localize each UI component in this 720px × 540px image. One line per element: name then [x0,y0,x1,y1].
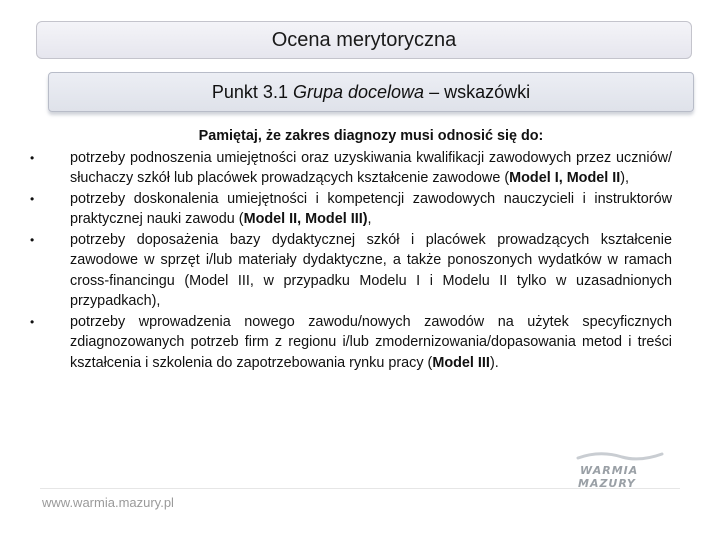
content-body [30,126,672,373]
bullet-icon: • [30,191,35,206]
item-bold: Model I, Model II [509,170,621,186]
bullet-icon: • [30,314,35,329]
logo-swoosh-icon [578,454,662,459]
slide-title [36,21,692,59]
logo-line1: WARMIA [580,464,639,477]
item-tail: , [367,211,372,227]
list-item [30,148,672,189]
subtitle-prefix: Punkt 3.1 [211,81,293,102]
bullet-icon: • [30,150,35,165]
item-text: potrzeby doskonalenia umiejętności i kompetencji zawodowych nauczycieli i instruktorów praktycznej nauki zawodu ( [70,190,672,227]
warmia-mazury-logo-icon [570,448,670,494]
item-tail: ), [620,170,630,186]
section-subtitle [48,72,694,112]
item-tail: ). [489,354,499,371]
bullet-icon: • [30,232,35,247]
slide-title-text: Ocena merytoryczna [271,28,457,51]
list-item [30,189,672,230]
intro-text: Pamiętaj, że zakres diagnozy musi odnosić się do: [198,128,544,144]
item-text: potrzeby wprowadzenia nowego zawodu/nowych zawodów na użytek specyficznych zdiagnozowanych potrzeb firm z regionu i/lub zmodernizowania/dopasowania metod i treści kształcenia i szkolenia do zapotrzebowania rynku pracy ( [70,313,672,371]
item-text: potrzeby doposażenia bazy dydaktycznej szkół i placówek prowadzących kształcenie zawodowe w sprzęt i/lub materiały dydaktyczne, a także ponoszonych wydatków w ramach cross-financingu (Model III, w przypadku Modelu I i Modelu II tylko w uzasadnionych przypadkach), [70,231,672,309]
list-item [30,312,672,374]
item-bold: Model II, Model III) [243,211,368,227]
item-bold: Model III [432,354,490,371]
bullet-list [30,148,672,374]
logo-line2: MAZURY [578,477,636,490]
subtitle-suffix: – wskazówki [424,81,531,102]
item-text: potrzeby podnoszenia umiejętności oraz uzyskiwania kwalifikacji zawodowych przez uczniów/ słuchaczy szkół lub placówek prowadzących kształcenie zawodowe ( [70,149,672,186]
footer-url: www.warmia.mazury.pl [42,495,174,510]
list-item [30,230,672,312]
subtitle-italic: Grupa docelowa [292,81,425,102]
